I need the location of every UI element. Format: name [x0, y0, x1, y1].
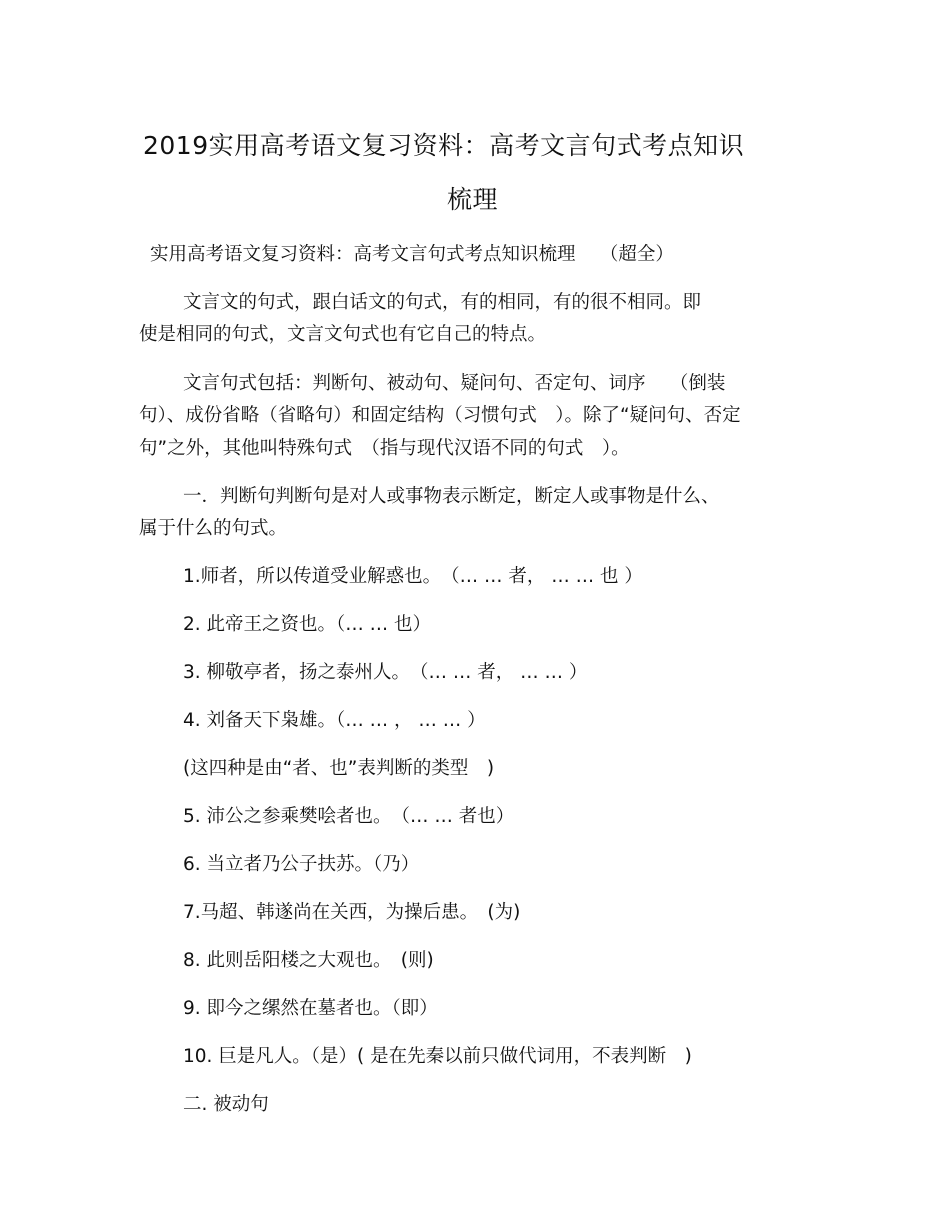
document-title-line-1: 2019实用高考语文复习资料：高考文言句式考点知识 — [143, 131, 745, 160]
types-line-1: 文言句式包括：判断句、被动句、疑问句、否定句、词序 （倒装 — [183, 373, 726, 394]
example-9: 9. 即今之缧然在墓者也。（即） — [183, 998, 438, 1019]
example-8: 8. 此则岳阳楼之大观也。 (则) — [183, 950, 434, 971]
intro-line-2: 使是相同的句式，文言文句式也有它自己的特点。 — [139, 324, 547, 345]
example-10: 10. 巨是凡人。（是）( 是在先秦以前只做代词用，不表判断 ) — [183, 1046, 692, 1067]
example-6: 6. 当立者乃公子扶苏。（乃） — [183, 854, 420, 875]
intro-line-1: 文言文的句式，跟白话文的句式，有的相同，有的很不相同。即 — [183, 292, 702, 313]
subtitle: 实用高考语文复习资料：高考文言句式考点知识梳理 （超全） — [150, 244, 674, 265]
example-2: 2. 此帝王之资也。（… … 也） — [183, 614, 432, 635]
example-5: 5. 沛公之参乘樊哙者也。 （… … 者也） — [183, 806, 515, 827]
example-1: 1.师者，所以传道受业解惑也。 （… … 者， … … 也 ） — [183, 566, 643, 587]
document-title-line-2: 梳理 — [447, 185, 499, 214]
section1-line-2: 属于什么的句式。 — [139, 518, 288, 539]
example-3: 3. 柳敬亭者，扬之泰州人。 （… … 者， … … ） — [183, 662, 588, 683]
types-line-3: 句”之外，其他叫特殊句式 （指与现代汉语不同的句式 ）。 — [139, 438, 630, 459]
section1-line-1: 一．判断句判断句是对人或事物表示断定，断定人或事物是什么、 — [183, 486, 720, 507]
section2-heading: 二. 被动句 — [183, 1094, 269, 1115]
example-4: 4. 刘备天下枭雄。（… … ， … … ） — [183, 710, 486, 731]
example-note: (这四种是由“者、也”表判断的类型 ) — [183, 758, 495, 779]
types-line-2: 句）、成份省略（省略句）和固定结构（习惯句式 ）。除了“疑问句、否定 — [139, 405, 741, 426]
example-7: 7.马超、韩遂尚在关西，为操后患。 (为) — [183, 902, 521, 923]
